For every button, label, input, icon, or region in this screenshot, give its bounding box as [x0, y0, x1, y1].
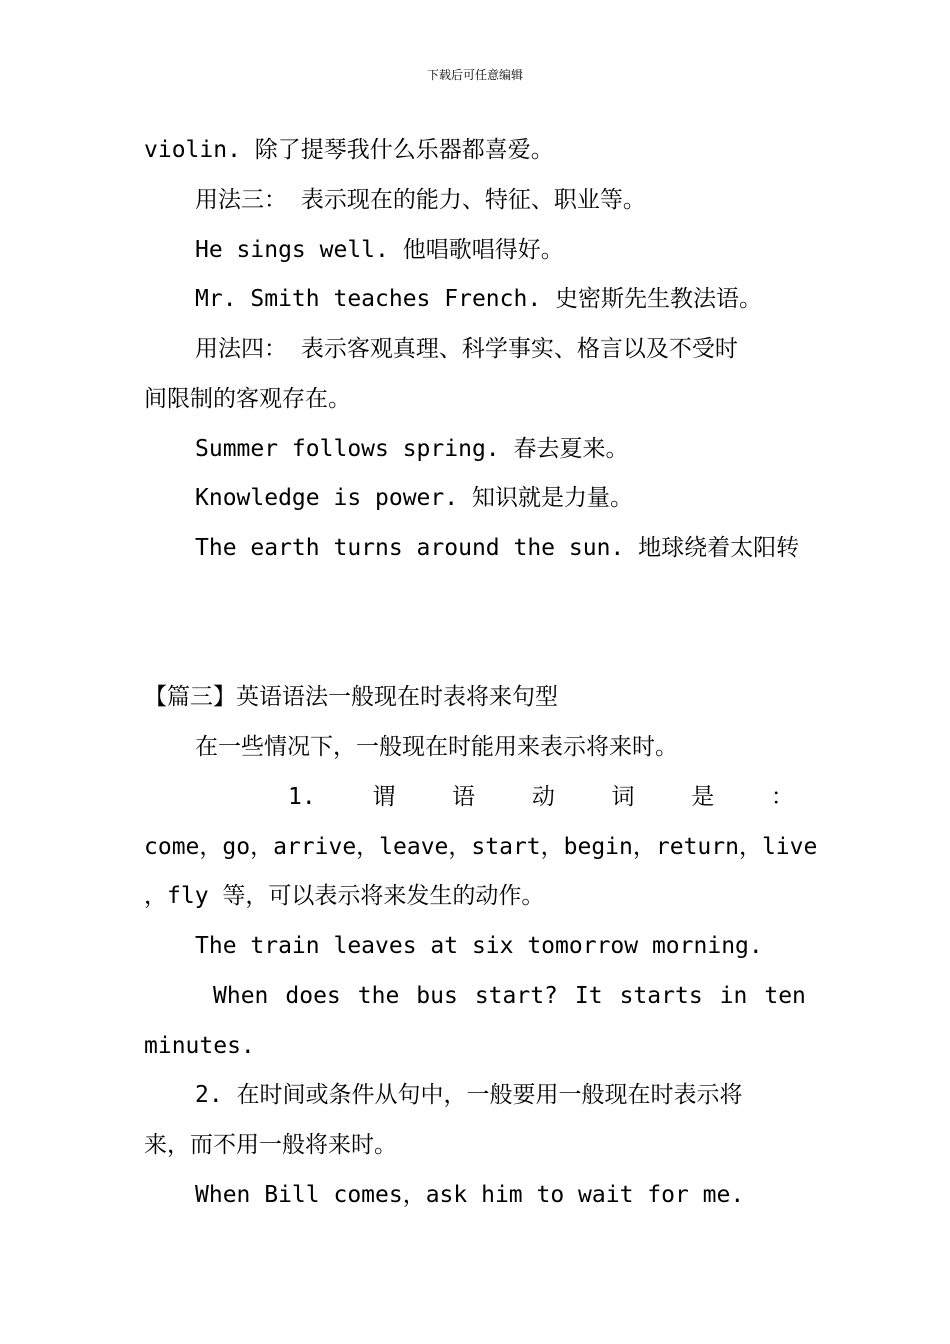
word: 语 [452, 784, 476, 810]
justified-line-1 [288, 781, 794, 813]
section-heading: 【篇三】英语语法一般现在时表将来句型 [144, 684, 558, 710]
word: 谓 [372, 784, 396, 810]
word: in [719, 983, 748, 1009]
text-line: minutes. [144, 1033, 255, 1059]
word: 动 [531, 784, 555, 810]
text-line: Mr. Smith teaches French. 史密斯先生教法语。 [195, 286, 763, 312]
page-header: 下载后可任意编辑 [426, 68, 523, 82]
word: ten [764, 983, 806, 1009]
word: It [574, 983, 603, 1009]
word: bus [416, 983, 458, 1009]
text-line: ，fly 等，可以表示将来发生的动作。 [144, 883, 545, 909]
justified-line-2 [213, 980, 806, 1012]
text-line: come，go，arrive，leave，start，begin，return，live [144, 834, 818, 860]
text-line: The earth turns around the sun. 地球绕着太阳转 [195, 535, 800, 561]
text-line: He sings well. 他唱歌唱得好。 [195, 237, 564, 263]
text-line: 来，而不用一般将来时。 [144, 1132, 397, 1158]
word: 是 [691, 784, 715, 810]
text-line: 间限制的客观存在。 [144, 386, 351, 412]
word: 1. [288, 784, 316, 810]
word: 词 [611, 784, 635, 810]
text-line: The train leaves at six tomorrow morning. [195, 933, 763, 959]
text-line: Summer follows spring. 春去夏来。 [195, 436, 629, 462]
text-line: 用法四： 表示客观真理、科学事实、格言以及不受时 [195, 336, 738, 362]
word: ： [770, 784, 794, 810]
word: the [357, 983, 400, 1009]
word: does [285, 983, 341, 1009]
word: starts [619, 983, 703, 1009]
word: When [213, 983, 269, 1009]
word: start? [474, 983, 558, 1009]
text-line: 用法三： 表示现在的能力、特征、职业等。 [195, 187, 646, 213]
text-line: When Bill comes，ask him to wait for me. [195, 1182, 745, 1208]
text-line: violin. 除了提琴我什么乐器都喜爱。 [144, 137, 554, 163]
text-line: 2. 在时间或条件从句中，一般要用一般现在时表示将 [195, 1082, 743, 1108]
text-line: 在一些情况下，一般现在时能用来表示将来时。 [195, 734, 678, 760]
text-line: Knowledge is power. 知识就是力量。 [195, 485, 633, 511]
